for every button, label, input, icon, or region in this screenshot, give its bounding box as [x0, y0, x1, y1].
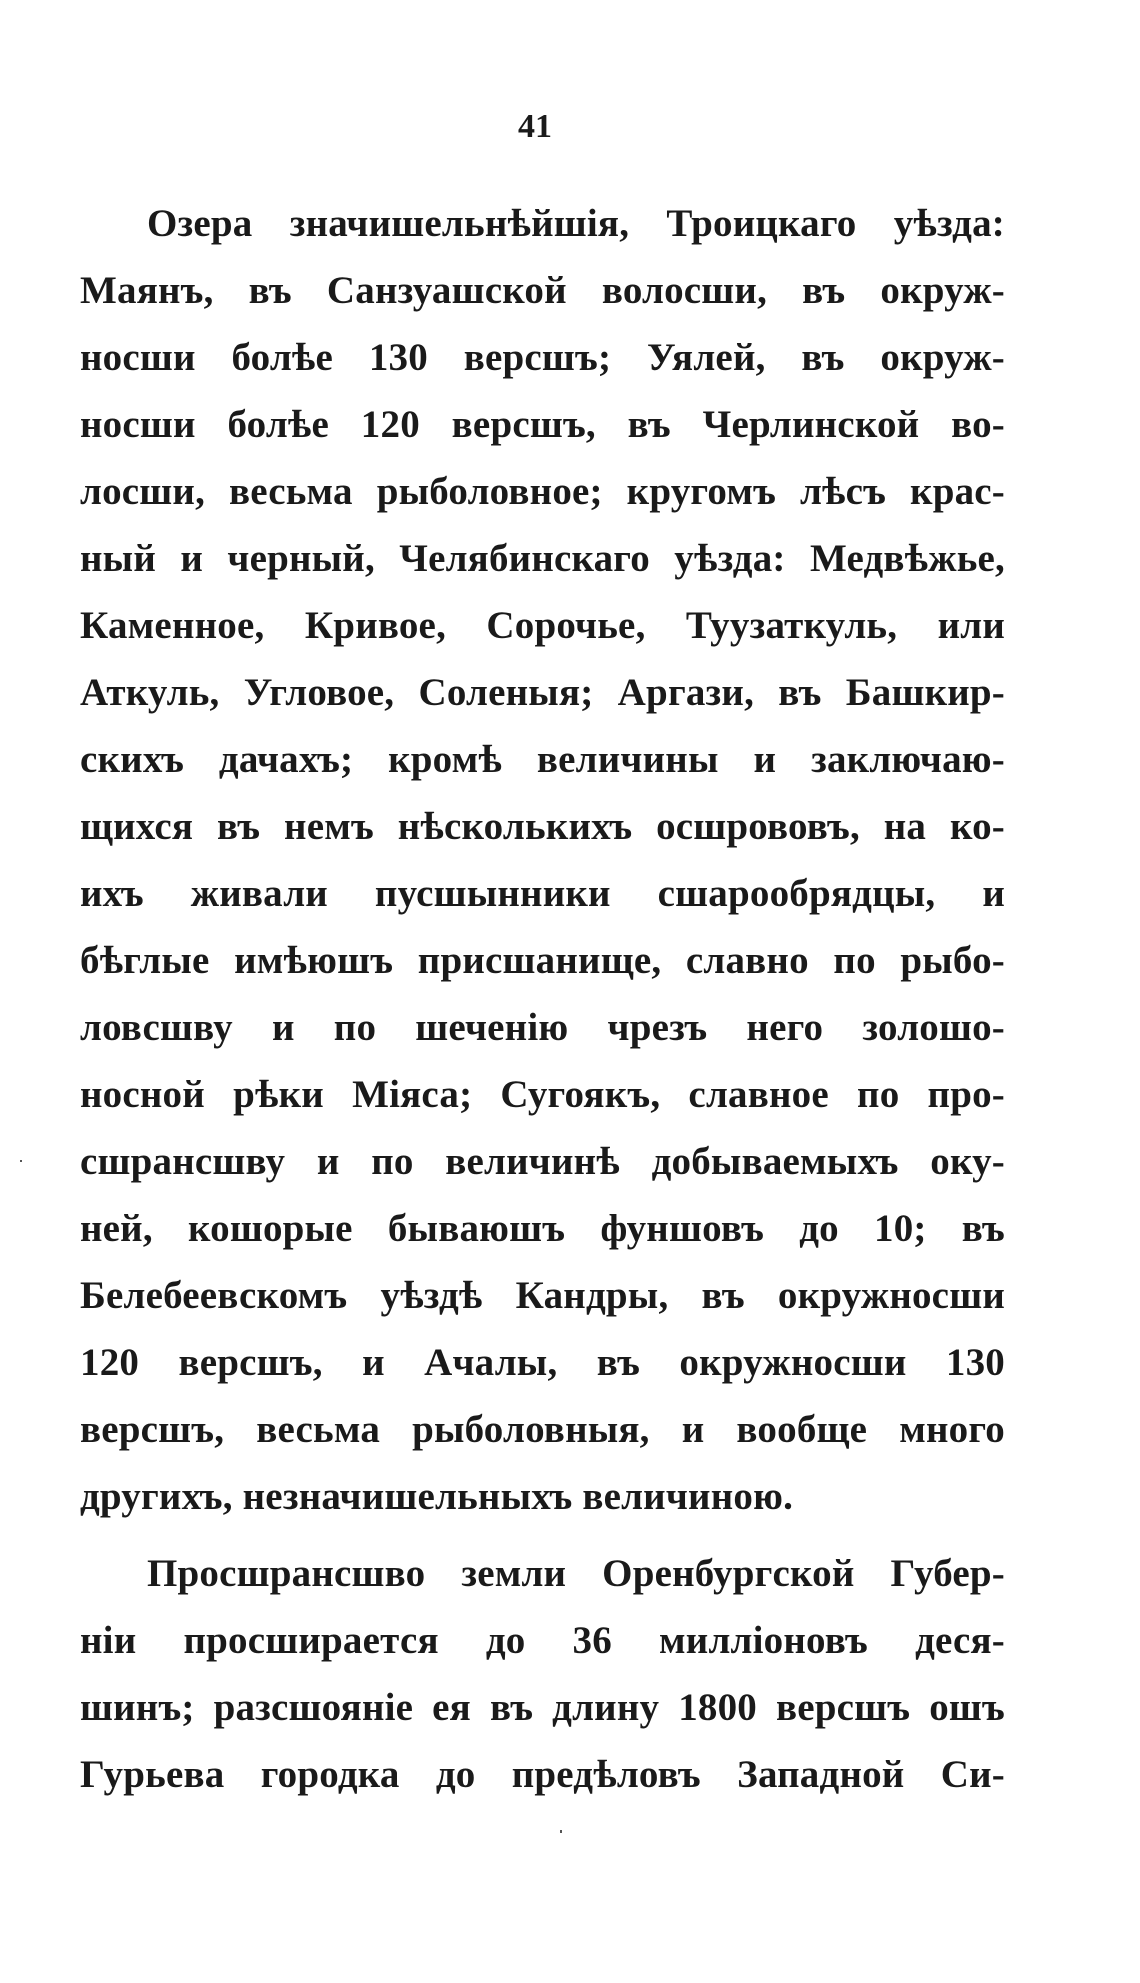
- text-line: версшъ, весьма рыболовныя, и вообще много: [80, 1408, 1005, 1451]
- text-line: щихся въ немъ нѣсколькихъ осшрововъ, на ко-: [80, 805, 1005, 848]
- paragraph-gap: [80, 1530, 1005, 1540]
- text-line: Просшрансшво земли Оренбургской Губер-: [147, 1552, 1005, 1595]
- page-body: [80, 190, 1005, 1808]
- text-line: ловсшву и по шеченію чрезъ него золошо-: [80, 1006, 1005, 1049]
- text-line: носши болѣе 130 версшъ; Уялей, въ окруж-: [80, 336, 1005, 379]
- text-line: скихъ дачахъ; кромѣ величины и заключаю-: [80, 738, 1005, 781]
- text-line: Аткуль, Угловое, Соленыя; Аргази, въ Башкир-: [80, 671, 1005, 714]
- text-line: Гурьева городка до предѣловъ Западной Си-: [80, 1753, 1005, 1796]
- text-line: Озера значишельнѣйшія, Троицкаго уѣзда:: [147, 202, 1005, 245]
- page-number: 41: [518, 108, 552, 145]
- text-line: другихъ, незначишельныхъ величиною.: [80, 1475, 794, 1518]
- text-line: ихъ живали пусшынники сшарообрядцы, и: [80, 872, 1005, 915]
- text-line: носной рѣки Міяса; Сугоякъ, славное по про-: [80, 1073, 1005, 1116]
- text-line: Маянъ, въ Санзуашской волосши, въ окруж-: [80, 269, 1005, 312]
- text-line: сшрансшву и по величинѣ добываемыхъ оку-: [80, 1140, 1005, 1183]
- text-line: носши болѣе 120 версшъ, въ Черлинской во-: [80, 403, 1005, 446]
- text-line: шинъ; разсшояніе ея въ длину 1800 версшъ ошъ: [80, 1686, 1005, 1729]
- text-line: ней, кошорые бываюшъ фуншовъ до 10; въ: [80, 1207, 1005, 1250]
- text-line: бѣглые имѣюшъ присшанище, славно по рыбо-: [80, 939, 1005, 982]
- text-line: ніи просширается до 36 милліоновъ деся-: [80, 1619, 1005, 1662]
- text-line: 120 версшъ, и Ачалы, въ окружносши 130: [80, 1341, 1005, 1384]
- text-line: ный и черный, Челябинскаго уѣзда: Медвѣжье,: [80, 537, 1005, 580]
- scan-speck: [560, 1830, 562, 1833]
- text-line: Каменное, Кривое, Сорочье, Туузаткуль, или: [80, 604, 1005, 647]
- text-line: лосши, весьма рыболовное; кругомъ лѣсъ крас-: [80, 470, 1005, 513]
- scan-speck: [20, 1160, 22, 1162]
- text-line: Белебеевскомъ уѣздѣ Кандры, въ окружносши: [80, 1274, 1005, 1317]
